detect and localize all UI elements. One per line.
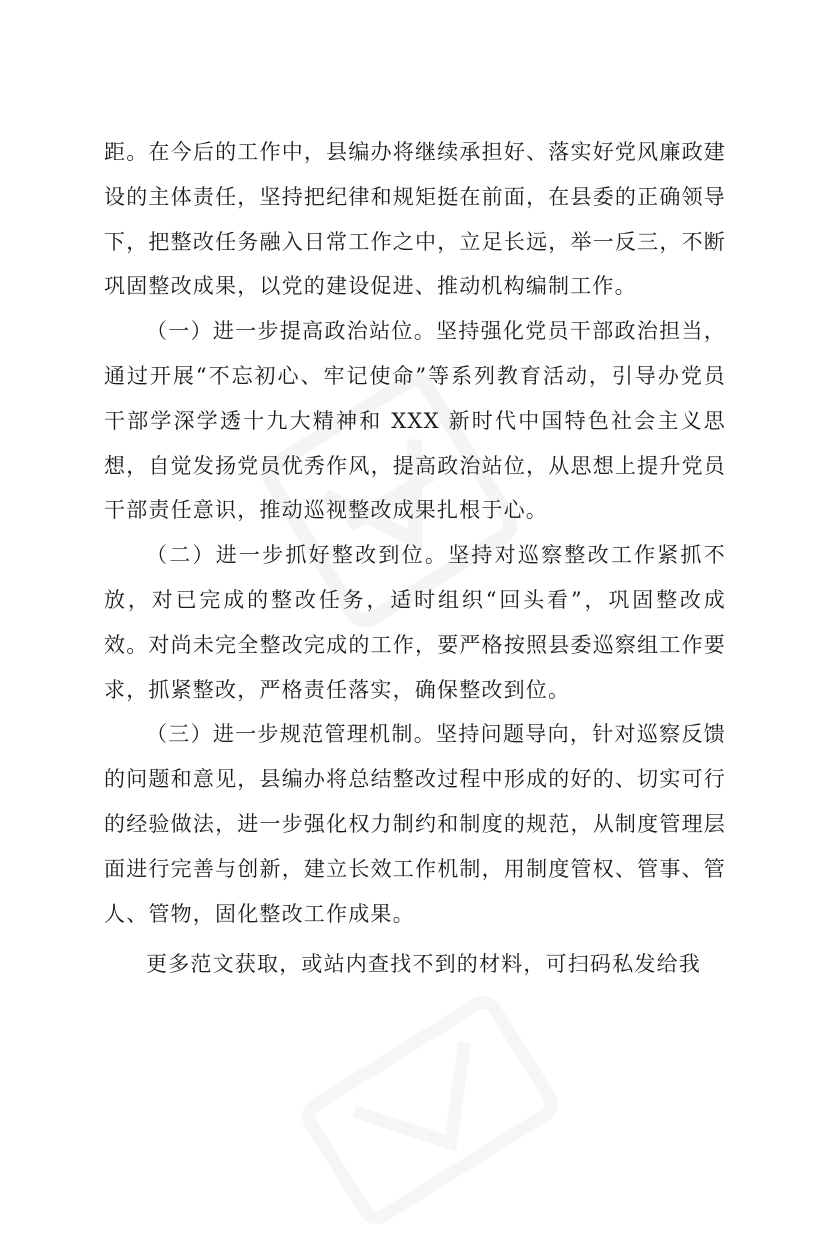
section-heading-2: （二）进一步抓好整改到位。 <box>146 543 449 568</box>
paragraph-section-2 <box>104 533 726 712</box>
paragraph-section-1 <box>104 309 726 533</box>
paragraph-continuation <box>104 130 726 309</box>
footer-note: 更多范文获取，或站内查找不到的材料，可扫码私发给我 <box>146 952 701 977</box>
paragraph-text: 坚持问题导向，针对巡察反馈的问题和意见，县编办将总结整改过程中形成的好的、切实可行的经验做法，进一步强化权力制约和制度的规范，从制度管理层面进行完善与创新，建立长效工作机制，用制度管权、管事、管人、管物，固化整改工作成果。 <box>104 722 726 926</box>
section-heading-1: （一）进一步提高政治站位。 <box>146 319 437 344</box>
paragraph-text: 坚持对巡察整改工作紧抓不放，对已完成的整改任务，适时组织“回头看”，巩固整改成效。对尚未完全整改完成的工作，要严格按照县委巡察组工作要求，抓紧整改，严格责任落实，确保整改到位。 <box>104 543 726 702</box>
paragraph-text: 距。在今后的工作中，县编办将继续承担好、落实好党风廉政建设的主体责任，坚持把纪律和规矩挺在前面，在县委的正确领导下，把整改任务融入日常工作之中，立足长远，举一反三，不断巩固整改成果，以党的建设促进、推动机构编制工作。 <box>104 140 726 299</box>
paragraph-text: 坚持强化党员干部政治担当，通过开展“不忘初心、牢记使命”等系列教育活动，引导办党员干部学深学透十九大精神和 XXX 新时代中国特色社会主义思想，自觉发扬党员优秀作风，提高政治站位，从思想上提升党员干部责任意识，推动巡视整改成果扎根于心。 <box>104 319 726 523</box>
paragraph-section-3 <box>104 712 726 936</box>
watermark-logo-bottom <box>272 965 588 1255</box>
section-heading-3: （三）进一步规范管理机制。 <box>146 722 437 747</box>
document-body <box>104 130 726 987</box>
